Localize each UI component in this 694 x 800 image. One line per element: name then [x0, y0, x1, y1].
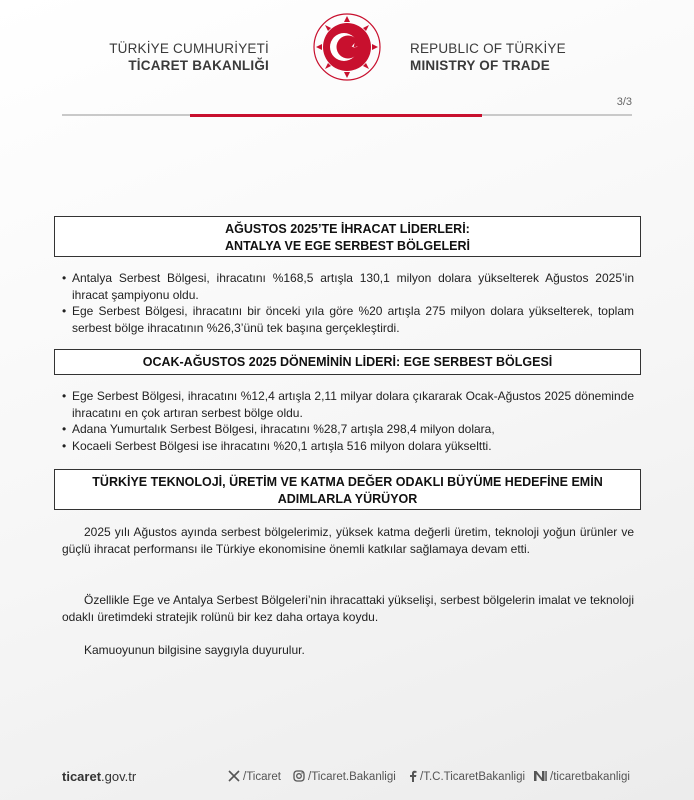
closing-statement: Kamuoyunun bilgisine saygıyla duyurulur.: [84, 643, 305, 657]
bullet-list-period: [62, 388, 634, 454]
bullet-list-august: [62, 270, 634, 336]
country-name-tr: TÜRKİYE CUMHURİYETİ: [109, 41, 269, 56]
letterhead: [0, 0, 694, 120]
divider-accent: [190, 114, 482, 117]
social-handle: /Ticaret: [243, 771, 281, 783]
section-title-line-2: ADIMLARLA YÜRÜYOR: [277, 492, 418, 506]
facebook-icon: [409, 770, 417, 782]
section-title-line-2: ANTALYA VE EGE SERBEST BÖLGELERİ: [225, 239, 470, 253]
ministry-name-tr: [109, 40, 269, 74]
section-title-august-leaders: [54, 216, 641, 257]
section-title-text: OCAK-AĞUSTOS 2025 DÖNEMİNİN LİDERİ: EGE SERBEST BÖLGESİ: [142, 355, 553, 369]
page-number: 3/3: [616, 96, 632, 108]
section-title-line-1: AĞUSTOS 2025’TE İHRACAT LİDERLERİ:: [225, 222, 470, 236]
social-facebook-link[interactable]: [409, 770, 525, 783]
ministry-title-en: MINISTRY OF TRADE: [410, 58, 550, 73]
list-item: • Adana Yumurtalık Serbest Bölgesi, ihracatını %28,7 artışla 298,4 milyon dolara,: [62, 421, 634, 438]
list-item: • Ege Serbest Bölgesi, ihracatını bir önceki yıla göre %20 artışla 275 milyon dolara yükselterek, toplam serbest bölge ihracatının %26,3’ünü tek başına gerçekleştirdi.: [62, 303, 634, 336]
ministry-logo: [312, 12, 382, 82]
section-title-line-1: TÜRKİYE TEKNOLOJİ, ÜRETİM VE KATMA DEĞER ODAKLI BÜYÜME HEDEFİNE EMİN: [92, 475, 603, 489]
ministry-title-tr: TİCARET BAKANLIĞI: [128, 58, 269, 73]
body-paragraph-1: 2025 yılı Ağustos ayında serbest bölgelerimiz, yüksek katma değerli üretim, teknoloji yoğun ürünler ve güçlü ihracat performansı ile Türkiye ekonomisine önemli katkılar sağlamaya devam etti.: [62, 525, 634, 556]
country-name-en: REPUBLIC OF TÜRKİYE: [410, 41, 566, 56]
list-item: • Kocaeli Serbest Bölgesi ise ihracatını %20,1 artışla 516 milyon dolara yükseltti.: [62, 438, 634, 455]
list-item: • Ege Serbest Bölgesi, ihracatını %12,4 artışla 2,11 milyar dolara çıkararak Ocak-Ağustos 2025 döneminde ihracatını en çok artıran serbest bölge oldu.: [62, 388, 634, 421]
site-name-bold: ticaret: [62, 769, 102, 784]
header-divider: [62, 114, 632, 116]
list-item: • Antalya Serbest Bölgesi, ihracatını %168,5 artışla 130,1 milyon dolara yükselterek Ağustos 2025’in ihracat şampiyonu oldu.: [62, 270, 634, 303]
x-icon: [228, 770, 240, 782]
footer: [0, 766, 694, 790]
social-x-link[interactable]: [228, 770, 281, 783]
section-title-growth-goal: [54, 469, 641, 510]
social-handle: /T.C.TicaretBakanligi: [420, 771, 526, 783]
section-title-period-leader: [54, 349, 641, 375]
site-domain: .gov.tr: [101, 769, 137, 784]
social-handle: /ticaretbakanligi: [550, 771, 630, 783]
ministry-name-en: [410, 40, 566, 74]
social-nsosyal-link[interactable]: [533, 770, 630, 783]
body-paragraph-2: Özellikle Ege ve Antalya Serbest Bölgeleri’nin ihracattaki yükselişi, serbest bölgelerin imalat ve teknoloji odaklı üretimdeki stratejik rolünü bir kez daha ortaya koydu.: [62, 593, 634, 624]
social-handle: /Ticaret.Bakanligi: [308, 771, 396, 783]
social-instagram-link[interactable]: [293, 770, 396, 783]
nsosyal-icon: [533, 770, 547, 782]
instagram-icon: [293, 770, 305, 782]
website-link[interactable]: [62, 769, 136, 784]
